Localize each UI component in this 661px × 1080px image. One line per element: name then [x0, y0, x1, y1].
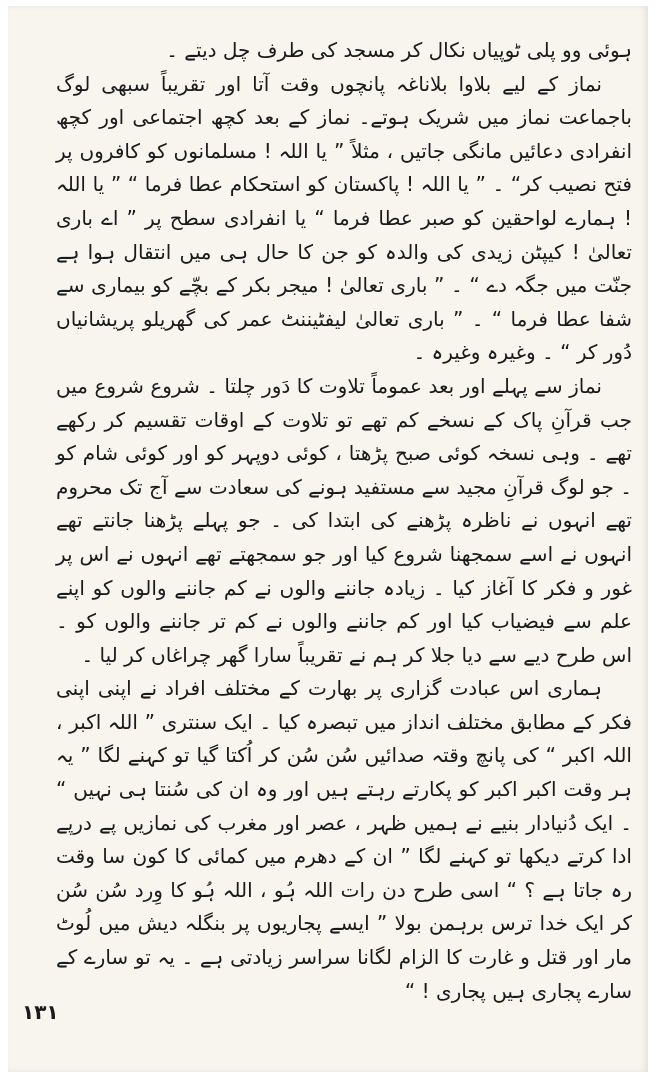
paragraph-4: ہماری اس عبادت گزاری پر بھارت کے مختلف افراد نے اپنی اپنی فکر کے مطابق مختلف انداز میں تبصرہ کیا ۔ ایک سنتری ” اللہ اکبر ، اللہ اکبر “ کی پانچ وقتہ صدائیں سُن سُن کر اُکتا گیا تو کہنے لگا ” یہ ہر وقت اکبر اکبر کو پکارتے رہتے ہیں اور وہ ان کی سُنتا ہی نہیں “ ۔ ایک دُنیادار بنیے نے ہمیں ظہر ، عصر اور مغرب کی نمازیں پے درپے ادا کرتے دیکھا تو کہنے لگا ” ان کے دھرم میں کمائی کا کون سا وقت رہ جاتا ہے ؟ “ اسی طرح دن رات اللہ ہُو ، اللہ ہُو کا وِرد سُن سُن کر ایک خدا ترس برہمن بولا ” ایسے پجاریوں پر بنگلہ دیش میں لُوٹ مار اور قتل و غارت کا الزام لگانا سراسر زیادتی ہے ۔ یہ تو سارے کے سارے پجاری ہیں پجاری ! “ — [56, 676, 632, 1003]
body-text — [56, 34, 632, 1008]
book-page — [8, 6, 648, 1072]
paragraph-1: ہوئی وو پلی ٹوپیاں نکال کر مسجد کی طرف چل دیتے ۔ — [166, 38, 632, 62]
paragraph-3: نماز سے پہلے اور بعد عموماً تلاوت کا دَور چلتا ۔ شروع شروع میں جب قرآنِ پاک کے نسخے کم تھے تو تلاوت کے اوقات تقسیم کر رکھے تھے ۔ وہی نسخہ کوئی صبح پڑھتا ، کوئی دوپہر کو اور کوئی شام کو ۔ جو لوگ قرآنِ مجید سے مستفید ہونے کی سعادت سے آج تک محروم تھے انہوں نے ناظرہ پڑھنے کی ابتدا کی ۔ جو پہلے پڑھنا جانتے تھے انہوں نے اسے سمجھنا شروع کیا اور جو سمجھتے تھے انہوں نے اس پر غور و فکر کا آغاز کیا ۔ زیادہ جاننے والوں نے کم جاننے والوں کو اپنے علم سے فیضیاب کیا اور کم جاننے والوں نے کم تر جاننے والوں کو ۔ اس طرح دیے سے دیا جلا کر ہم نے تقریباً سارا گھر چراغاں کر لیا ۔ — [56, 373, 632, 667]
page-number: ۱۳۱ — [22, 1000, 59, 1024]
paragraph-2: نماز کے لیے بلاوا بلاناغہ پانچوں وقت آتا اور تقریباً سبھی لوگ باجماعت نماز میں شریک ہوتے۔ نماز کے بعد کچھ اجتماعی اور کچھ انفرادی دعائیں مانگی جاتیں ، مثلاً ” یا اللہ ! مسلمانوں کو کافروں پر فتح نصیب کر“ ۔ ” یا اللہ ! پاکستان کو استحکام عطا فرما “ ” یا اللہ ! ہمارے لواحقین کو صبر عطا فرما “ یا انفرادی سطح پر ” اے باری تعالیٰ ! کیپٹن زیدی کی والدہ کو جن کا حال ہی میں انتقال ہوا ہے جنّت میں جگہ دے “ ۔ ” باری تعالیٰ ! میجر بکر کے بچّے کو بیماری سے شفا عطا فرما “ ۔ ” باری تعالیٰ لیفٹیننٹ عمر کی گھریلو پریشانیاں دُور کر “ ۔ وغیرہ وغیرہ ۔ — [56, 71, 632, 365]
